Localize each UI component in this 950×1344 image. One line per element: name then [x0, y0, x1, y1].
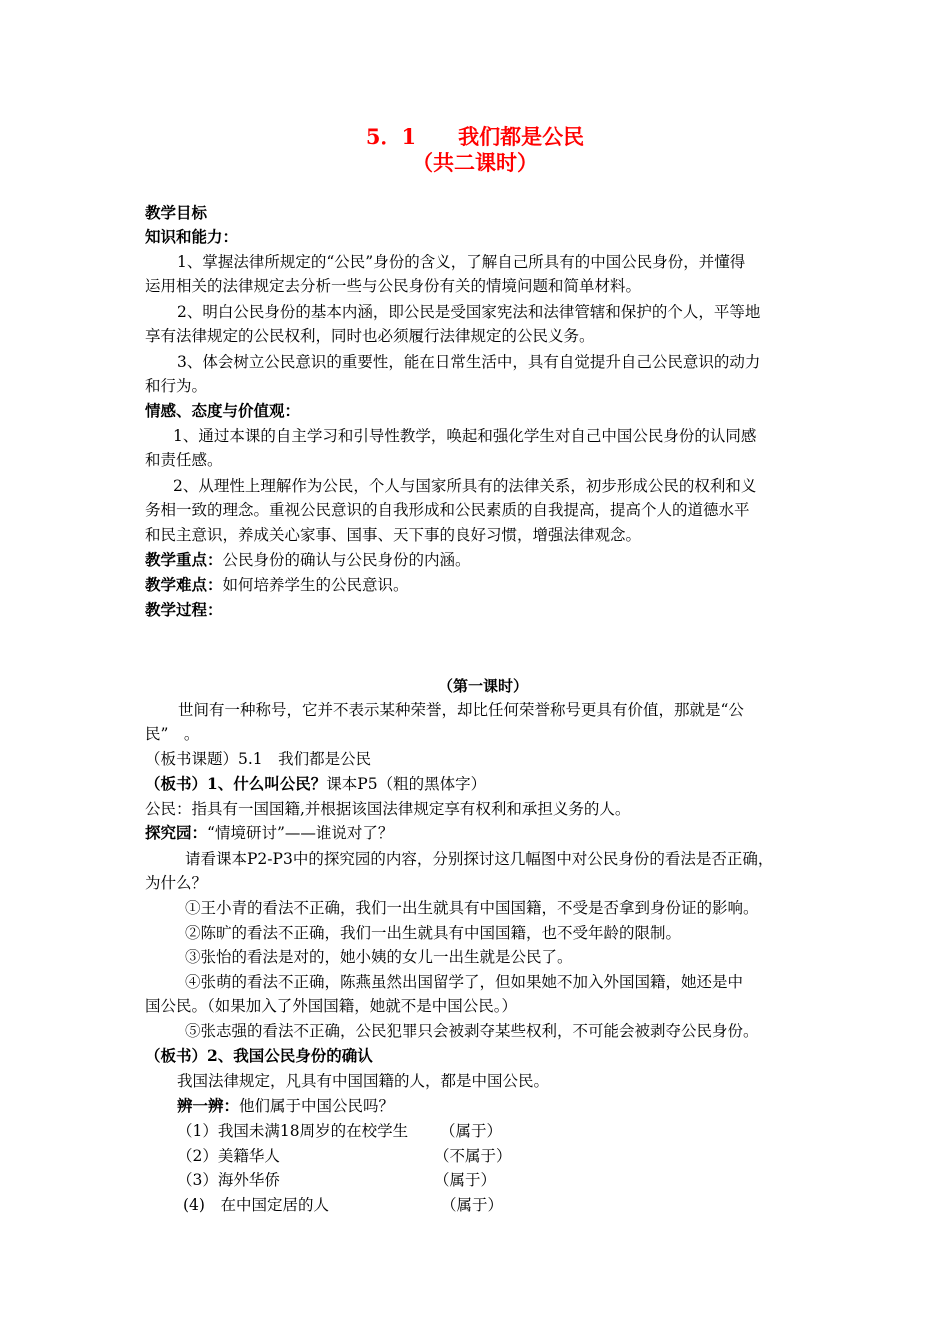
difficulty-text: 如何培养学生的公民意识。 [222, 576, 409, 594]
nationality-law: 我国法律规定，凡具有中国国籍的人，都是中国公民。 [177, 1072, 550, 1090]
difficulty-label: 教学难点： [145, 575, 223, 594]
difficulty-point [145, 573, 409, 597]
objectives-heading: 教学目标 [145, 203, 208, 222]
discern-text: 他们属于中国公民吗？ [239, 1097, 395, 1115]
discern-label: 辨一辨： [177, 1096, 240, 1115]
discern-line [177, 1094, 394, 1118]
answer-4a: ④张萌的看法不正确，陈燕虽然出国留学了，但如果她不加入外国国籍，她还是中 [185, 973, 744, 991]
discern-item-3-answer: （属于） [434, 1171, 497, 1189]
discern-item-2-answer: （不属于） [434, 1147, 512, 1165]
discern-item-4-label: (4) 在中国定居的人 [183, 1196, 329, 1214]
intro-line-b: 民” 。 [145, 725, 200, 743]
process-heading: 教学过程： [145, 600, 223, 619]
lesson-title: 5．1 我们都是公民 [365, 124, 585, 149]
emotion-heading: 情感、态度与价值观： [145, 401, 301, 420]
knowledge-item-1a: 1、掌握法律所规定的“公民”身份的含义，了解自己所具有的中国公民身份，并懂得 [177, 253, 746, 271]
discern-item-2-label: （2）美籍华人 [177, 1147, 280, 1165]
board-1 [145, 772, 486, 796]
explore-line [145, 821, 393, 845]
answer-1: ①王小青的看法不正确，我们一出生就具有中国国籍，不受是否拿到身份证的影响。 [185, 899, 759, 917]
emotion-item-2a: 2、从理性上理解作为公民，个人与国家所具有的法律关系，初步形成公民的权利和义 [173, 477, 757, 495]
emotion-item-2c: 和民主意识，养成关心家事、国事、天下事的良好习惯，增强法律观念。 [145, 526, 642, 544]
explore-text: “情境研讨”——谁说对了？ [207, 824, 394, 842]
discern-item-1-label: （1）我国未满18周岁的在校学生 [177, 1122, 409, 1140]
knowledge-item-2a: 2、明白公民身份的基本内涵，即公民是受国家宪法和法律管辖和保护的个人，平等地 [177, 303, 761, 321]
knowledge-item-3a: 3、体会树立公民意识的重要性，能在日常生活中，具有自觉提升自己公民意识的动力 [177, 353, 761, 371]
knowledge-item-3b: 和行为。 [145, 377, 208, 395]
question-line-b: 为什么？ [145, 874, 208, 892]
board-1-text: 课本P5（粗的黑体字） [326, 775, 487, 793]
board-2: （板书）2、我国公民身份的确认 [145, 1046, 373, 1065]
discern-item-3-label: （3）海外华侨 [177, 1171, 280, 1189]
answer-5: ⑤张志强的看法不正确，公民犯罪只会被剥夺某些权利，不可能会被剥夺公民身份。 [185, 1022, 759, 1040]
key-point [145, 548, 471, 572]
answer-4b: 国公民。（如果加入了外国国籍，她就不是中国公民。） [145, 997, 518, 1015]
discern-item-1-answer: （属于） [440, 1122, 503, 1140]
knowledge-item-2b: 享有法律规定的公民权利，同时也必须履行法律规定的公民义务。 [145, 327, 595, 345]
board-title: （板书课题）5.1 我们都是公民 [145, 750, 372, 768]
knowledge-item-1b: 运用相关的法律规定去分析一些与公民身份有关的情境问题和简单材料。 [145, 277, 642, 295]
discern-item-4-answer: （属于） [441, 1196, 504, 1214]
board-1-label: （板书）1、什么叫公民？ [145, 774, 327, 793]
emotion-item-1a: 1、通过本课的自主学习和引导性教学，唤起和强化学生对自己中国公民身份的认同感 [173, 427, 757, 445]
lesson1-heading: （第一课时） [437, 677, 528, 695]
emotion-item-2b: 务相一致的理念。重视公民意识的自我形成和公民素质的自我提高，提高个人的道德水平 [145, 501, 750, 519]
answer-3: ③张怡的看法是对的，她小姨的女儿一出生就是公民了。 [185, 948, 573, 966]
explore-label: 探究园： [145, 823, 208, 842]
lesson-subtitle: （共二课时） [412, 150, 538, 175]
answer-2: ②陈旷的看法不正确，我们一出生就具有中国国籍，也不受年龄的限制。 [185, 924, 682, 942]
key-point-label: 教学重点： [145, 550, 223, 569]
intro-line-a: 世间有一种称号，它并不表示某种荣誉，却比任何荣誉称号更具有价值，那就是“公 [178, 701, 744, 719]
key-point-text: 公民身份的确认与公民身份的内涵。 [222, 551, 471, 569]
citizen-definition: 公民：指具有一国国籍,并根据该国法律规定享有权利和承担义务的人。 [145, 800, 631, 818]
knowledge-heading: 知识和能力： [145, 227, 239, 246]
emotion-item-1b: 和责任感。 [145, 451, 223, 469]
question-line-a: 请看课本P2-P3中的探究园的内容，分别探讨这几幅图中对公民身份的看法是否正确， [185, 850, 774, 868]
